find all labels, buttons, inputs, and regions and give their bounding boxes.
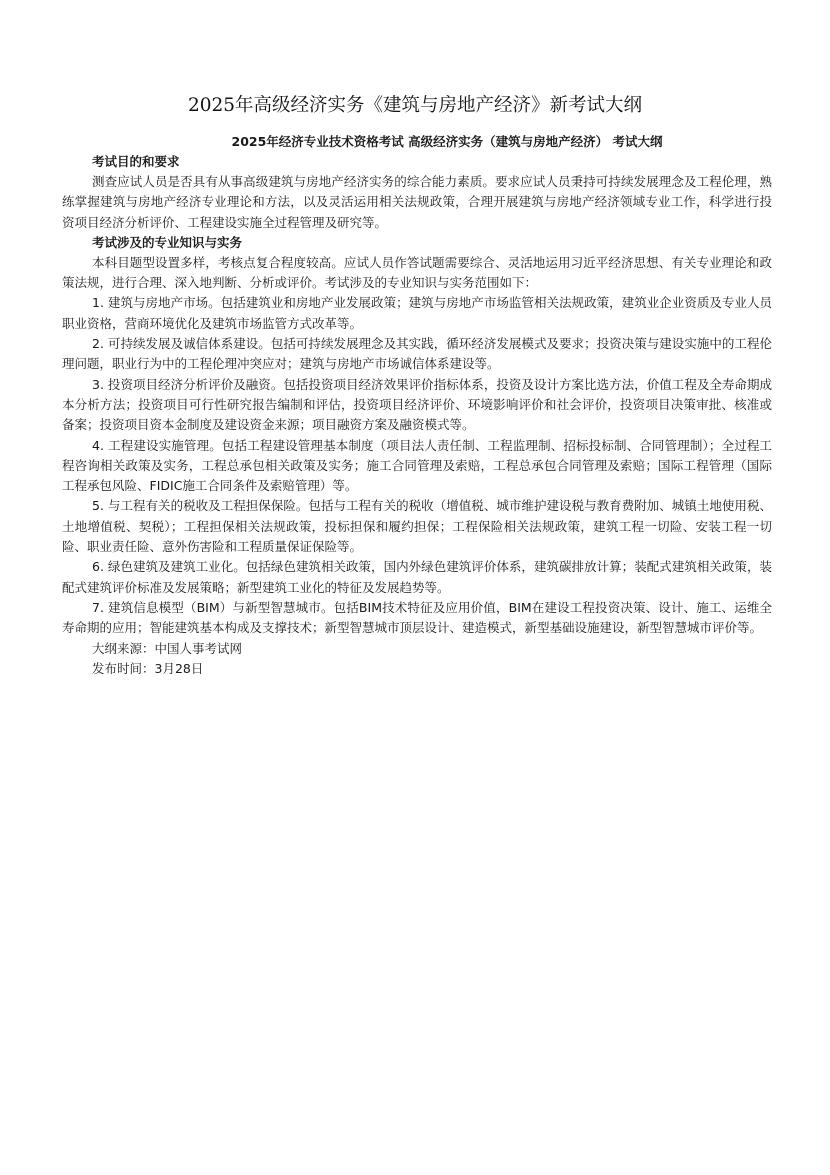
section-heading-knowledge: 考试涉及的专业知识与实务 <box>92 234 243 250</box>
publish-date-line: 发布时间：3月28日 <box>92 660 204 676</box>
knowledge-item-4: 4. 工程建设实施管理。包括工程建设管理基本制度（项目法人责任制、工程监理制、招标投标制、合同管理制）；全过程工程咨询相关政策及实务，工程总承包相关政策及实务；施工合同管理及索赔，工程总承包合同管理及索赔；国际工程管理（国际工程承包风险、FIDIC施工合同条件及索赔管理）等。 <box>62 437 772 494</box>
paragraph-knowledge-intro: 本科目题型设置多样，考核点复合程度较高。应试人员作答试题需要综合、灵活地运用习近平经济思想、有关专业理论和政策法规，进行合理、深入地判断、分析或评价。考试涉及的专业知识与实务范围如下： <box>62 254 772 291</box>
knowledge-item-2: 2. 可持续发展及诚信体系建设。包括可持续发展理念及其实践，循环经济发展模式及要求；投资决策与建设实施中的工程伦理问题，职业行为中的工程伦理冲突应对；建筑与房地产市场诚信体系建设等。 <box>62 336 772 372</box>
source-line: 大纲来源：中国人事考试网 <box>92 640 243 656</box>
knowledge-item-5: 5. 与工程有关的税收及工程担保保险。包括与工程有关的税收（增值税、城市维护建设税与教育费附加、城镇土地使用税、土地增值税、契税）；工程担保相关法规政策，投标担保和履约担保；工程保险相关法规政策，建筑工程一切险、安装工程一切险、职业责任险、意外伤害险和工程质量保证保险等。 <box>62 498 772 555</box>
document-title: 2025年高级经济实务《建筑与房地产经济》新考试大纲 <box>187 95 643 116</box>
knowledge-item-6: 6. 绿色建筑及建筑工业化。包括绿色建筑相关政策，国内外绿色建筑评价体系，建筑碳排放计算；装配式建筑相关政策，装配式建筑评价标准及发展策略；新型建筑工业化的特征及发展趋势等。 <box>62 559 772 595</box>
section-heading-purpose: 考试目的和要求 <box>92 154 180 169</box>
document-subtitle: 2025年经济专业技术资格考试 高级经济实务（建筑与房地产经济） 考试大纲 <box>231 134 663 149</box>
knowledge-item-1: 1. 建筑与房地产市场。包括建筑业和房地产业发展政策；建筑与房地产市场监管相关法规政策，建筑业企业资质及专业人员职业资格，营商环境优化及建筑市场监管方式改革等。 <box>62 295 772 331</box>
document-body <box>62 132 772 679</box>
knowledge-item-3: 3. 投资项目经济分析评价及融资。包括投资项目经济效果评价指标体系，投资及设计方案比选方法，价值工程及全寿命期成本分析方法；投资项目可行性研究报告编制和评估，投资项目经济评价、环境影响评价和社会评价，投资项目决策审批、核准或备案；投资项目资本金制度及建设资金来源；项目融资方案及融资模式等。 <box>62 376 772 433</box>
paragraph-purpose: 测查应试人员是否具有从事高级建筑与房地产经济实务的综合能力素质。要求应试人员秉持可持续发展理念及工程伦理，熟练掌握建筑与房地产经济专业理论和方法，以及灵活运用相关法规政策，合理开展建筑与房地产经济领域专业工作，科学进行投资项目经济分析评价、工程建设实施全过程管理及研究等。 <box>62 174 772 230</box>
knowledge-item-7: 7. 建筑信息模型（BIM）与新型智慧城市。包括BIM技术特征及应用价值，BIM在建设工程投资决策、设计、施工、运维全寿命期的应用；智能建筑基本构成及支撑技术；新型智慧城市顶层设计、建造模式，新型基础设施建设，新型智慧城市评价等。 <box>62 599 772 636</box>
